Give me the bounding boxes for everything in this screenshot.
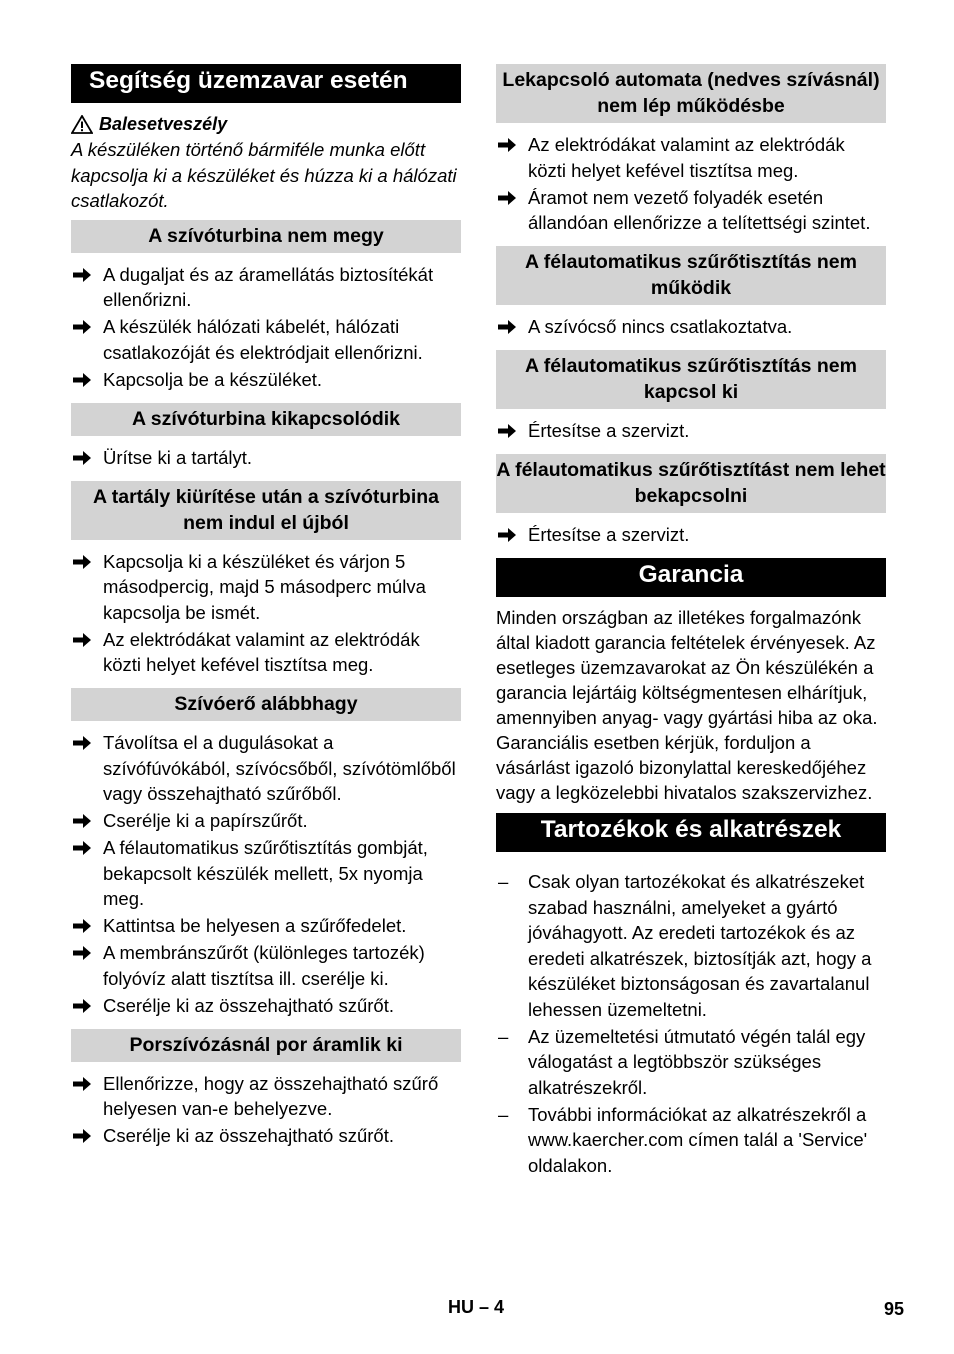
- section-suction-weak: [71, 688, 461, 1029]
- item-list: [496, 409, 886, 454]
- arrow-right-icon: [73, 451, 91, 465]
- left-column: [71, 64, 461, 1159]
- dash-bullet: –: [498, 871, 509, 892]
- warning-text: A készüléken történő bármiféle munka előtt kapcsolja ki a készüléket és húzza ki a hálózati csatlakozót.: [71, 139, 457, 211]
- page-number: 95: [884, 1299, 905, 1319]
- list-item: Áramot nem vezető folyadék esetén állandóan ellenőrizze a telítettségi szintet.: [496, 185, 886, 236]
- arrow-right-icon: [73, 320, 91, 334]
- guarantee-heading: Garancia: [496, 558, 886, 597]
- item-list: [71, 1062, 461, 1160]
- item-list: [496, 123, 886, 246]
- list-item: Kattintsa be helyesen a szűrőfedelet.: [71, 913, 461, 939]
- section-filter-cleaning-no-off: [496, 350, 886, 454]
- section-heading: Szívóerő alábbhagy: [71, 688, 461, 721]
- arrow-right-icon: [73, 946, 91, 960]
- section-heading: A félautomatikus szűrőtisztítást nem lehet bekapcsolni: [496, 454, 886, 513]
- list-item: A membránszűrőt (különleges tartozék) folyóvíz alatt tisztítsa ill. cserélje ki.: [71, 940, 461, 991]
- section-heading: Lekapcsoló automata (nedves szívásnál) nem lép működésbe: [496, 64, 886, 123]
- item-list: [496, 513, 886, 558]
- section-heading: A szívóturbina kikapcsolódik: [71, 403, 461, 436]
- warning-title-text: Balesetveszély: [99, 114, 228, 134]
- arrow-right-icon: [498, 528, 516, 542]
- section-dust-escapes: [71, 1029, 461, 1160]
- item-list: [71, 253, 461, 403]
- list-item: – Csak olyan tartozékokat és alkatrészeket szabad használni, amelyeket a gyártó jóváhagyott. Az eredeti tartozékok és az eredeti alkatrészek, biztosítják azt, hogy a készüléket biztonságosan és zavartalanul lehessen üzemeltetni.: [498, 871, 872, 1020]
- item-list: [71, 436, 461, 481]
- list-item: A dugaljat és az áramellátás biztosítékát ellenőrizni.: [71, 262, 461, 313]
- list-item: – Az üzemeltetési útmutató végén talál egy válogatást a legtöbbször szükséges alkatrészekről.: [498, 1025, 866, 1098]
- list-item: A készülék hálózati kábelét, hálózati csatlakozóját és elektródjait ellenőrizni.: [71, 314, 461, 365]
- arrow-right-icon: [73, 555, 91, 569]
- language-page-code: HU – 4: [448, 1297, 505, 1317]
- list-item: Ellenőrizze, hogy az összehajtható szűrő helyesen van-e behelyezve.: [71, 1071, 461, 1122]
- section-heading: A félautomatikus szűrőtisztítás nem működik: [496, 246, 886, 305]
- arrow-right-icon: [73, 919, 91, 933]
- section-heading: A szívóturbina nem megy: [71, 220, 461, 253]
- list-item: Értesítse a szervizt.: [496, 522, 886, 548]
- arrow-right-icon: [73, 736, 91, 750]
- section-auto-shutoff: [496, 64, 886, 246]
- list-item: Cserélje ki az összehajtható szűrőt.: [71, 1123, 461, 1149]
- section-filter-cleaning-not-working: [496, 246, 886, 350]
- right-column: [496, 64, 886, 1189]
- list-item: A szívócső nincs csatlakoztatva.: [496, 314, 886, 340]
- guarantee-text: Minden országban az illetékes forgalmazónk által kiadott garancia feltételek érvényesek. Az esetleges üzemzavarokat az Ön készülékén a garancia lejártáig költségmentesen elhárítjuk, amennyiben anyag- vagy gyártási hiba az oka. Garanciális esetben kérjük, forduljon a vásárlást igazoló bizonylattal kereskedőjéhez vagy a legközelebbi hivatalos szakszervizhez.: [496, 607, 878, 803]
- arrow-right-icon: [73, 814, 91, 828]
- arrow-right-icon: [73, 268, 91, 282]
- arrow-right-icon: [498, 191, 516, 205]
- accessories-heading: Tartozékok és alkatrészek: [496, 813, 886, 852]
- section-filter-cleaning-no-on: [496, 454, 886, 558]
- section-turbine-switches-off: [71, 403, 461, 481]
- warning-title: [71, 111, 461, 137]
- item-list: [496, 305, 886, 350]
- warning-triangle-icon: [71, 115, 93, 134]
- arrow-right-icon: [73, 999, 91, 1013]
- arrow-right-icon: [498, 320, 516, 334]
- list-item: Távolítsa el a dugulásokat a szívófúvókából, szívócsőből, szívótömlőből vagy összehajtható szűrőből.: [71, 730, 461, 807]
- arrow-right-icon: [73, 1129, 91, 1143]
- list-item: Cserélje ki az összehajtható szűrőt.: [71, 993, 461, 1019]
- section-heading: A félautomatikus szűrőtisztítás nem kapcsol ki: [496, 350, 886, 409]
- list-item: Ürítse ki a tartályt.: [71, 445, 461, 471]
- arrow-right-icon: [498, 424, 516, 438]
- accessories-list: [496, 860, 886, 1189]
- list-item: Értesítse a szervizt.: [496, 418, 886, 444]
- item-list: [71, 540, 461, 689]
- arrow-right-icon: [73, 633, 91, 647]
- section-heading: A tartály kiürítése után a szívóturbina nem indul el újból: [71, 481, 461, 540]
- dash-bullet: –: [498, 1025, 509, 1047]
- list-item: Kapcsolja be a készüléket.: [71, 367, 461, 393]
- arrow-right-icon: [73, 373, 91, 387]
- arrow-right-icon: [73, 841, 91, 855]
- arrow-right-icon: [498, 138, 516, 152]
- item-list: [71, 721, 461, 1029]
- dash-bullet: –: [498, 1103, 509, 1125]
- list-item: A félautomatikus szűrőtisztítás gombját, bekapcsolt készülék mellett, 5x nyomja meg.: [71, 835, 461, 912]
- section-turbine-no-restart: [71, 481, 461, 689]
- troubleshooting-heading: Segítség üzemzavar esetén: [71, 64, 461, 103]
- section-heading: Porszívózásnál por áramlik ki: [71, 1029, 461, 1062]
- section-turbine-not-running: [71, 220, 461, 403]
- list-item: – További információkat az alkatrészekről a www.kaercher.com címen talál a 'Service' oldalakon.: [498, 1103, 868, 1176]
- list-item: Az elektródákat valamint az elektródák közti helyet kefével tisztítsa meg.: [71, 627, 461, 678]
- list-item: Az elektródákat valamint az elektródák közti helyet kefével tisztítsa meg.: [496, 132, 886, 183]
- arrow-right-icon: [73, 1077, 91, 1091]
- list-item: Cserélje ki a papírszűrőt.: [71, 808, 461, 834]
- list-item: Kapcsolja ki a készüléket és várjon 5 másodpercig, majd 5 másodperc múlva kapcsolja be ismét.: [71, 549, 461, 626]
